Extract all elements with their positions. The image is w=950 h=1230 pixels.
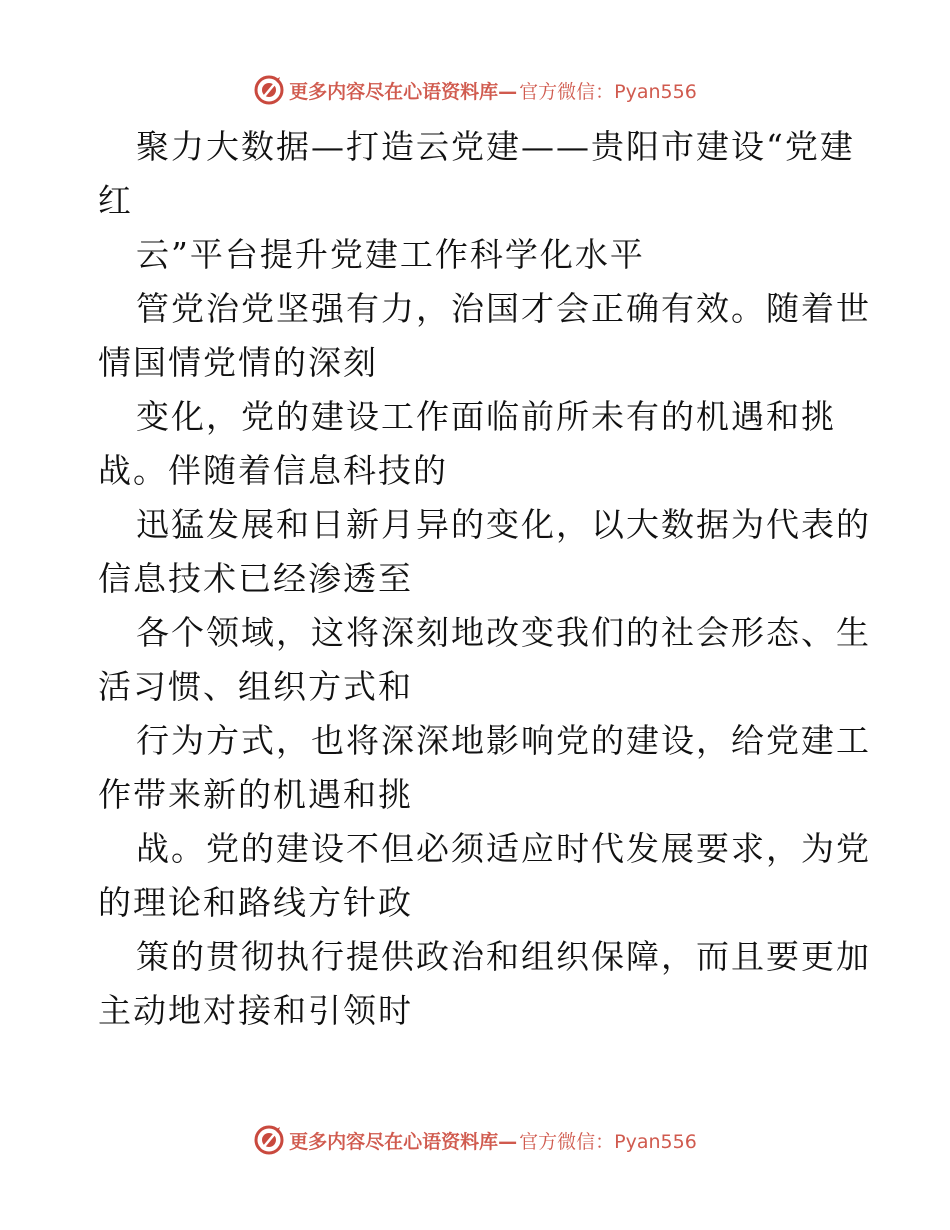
text-line: 主动地对接和引领时 (98, 991, 413, 1030)
text-line: 行为方式，也将深深地影响党的建设，给党建工 (136, 721, 871, 760)
header-banner (0, 70, 950, 110)
footer-banner (0, 1120, 950, 1160)
text-line: 战。党的建设不但必须适应时代发展要求，为党 (136, 829, 871, 868)
text-line: 活习惯、组织方式和 (98, 667, 413, 706)
text-line: 变化，党的建设工作面临前所未有的机遇和挑 (136, 397, 836, 436)
brand-logo-icon (253, 74, 285, 106)
text-line: 战。伴随着信息科技的 (98, 451, 448, 490)
text-line: 云”平台提升党建工作科学化水平 (136, 235, 645, 274)
text-line: 管党治党坚强有力，治国才会正确有效。随着世 (136, 289, 871, 328)
brand-logo-icon (253, 1124, 285, 1156)
text-line: 红 (98, 181, 133, 220)
text-line: 聚力大数据—打造云党建——贵阳市建设“党建 (136, 127, 855, 166)
header-wechat: 官方微信：Pyan556 (519, 80, 697, 103)
text-line: 策的贯彻执行提供政治和组织保障，而且要更加 (136, 937, 871, 976)
footer-wechat: 官方微信：Pyan556 (519, 1130, 697, 1153)
text-line: 迅猛发展和日新月异的变化，以大数据为代表的 (136, 505, 871, 544)
header-slogan: 更多内容尽在心语资料库— (289, 80, 518, 103)
text-line: 信息技术已经渗透至 (98, 559, 413, 598)
text-line: 情国情党情的深刻 (98, 343, 378, 382)
text-line: 各个领域，这将深刻地改变我们的社会形态、生 (136, 613, 871, 652)
document-body (98, 120, 871, 1038)
text-line: 作带来新的机遇和挑 (98, 775, 413, 814)
text-line: 的理论和路线方针政 (98, 883, 413, 922)
footer-slogan: 更多内容尽在心语资料库— (289, 1130, 518, 1153)
